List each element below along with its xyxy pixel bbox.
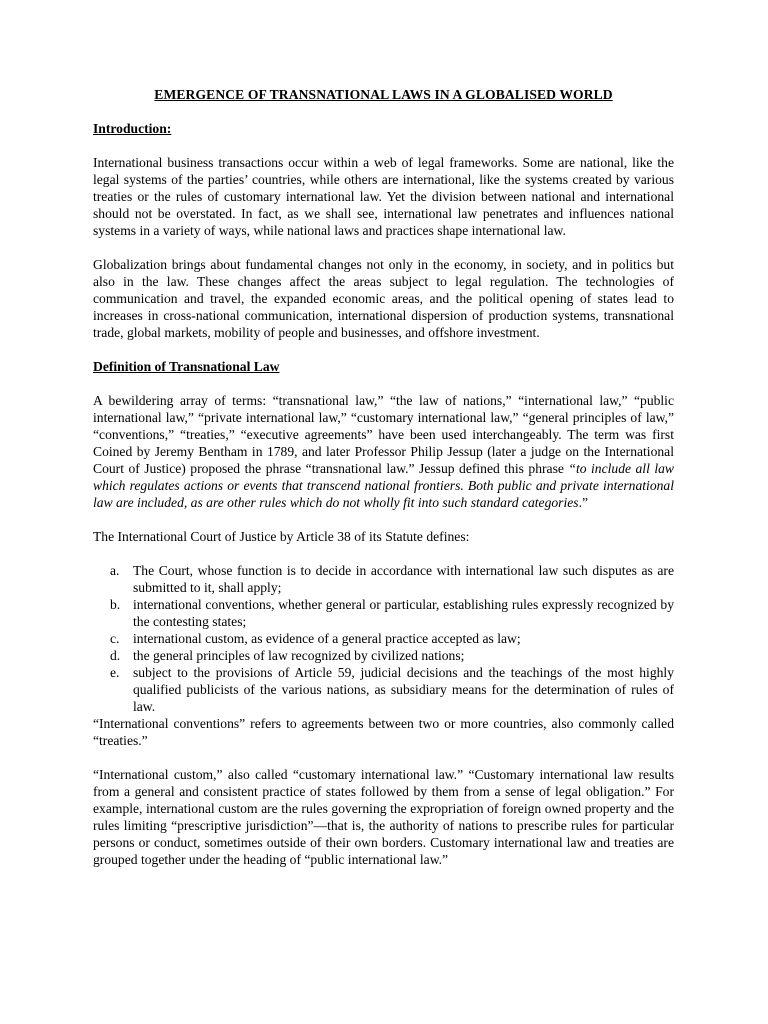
icj-intro-paragraph: The International Court of Justice by Article 38 of its Statute defines:: [93, 529, 470, 544]
list-marker: e.: [110, 665, 120, 680]
definition-closing: .”: [578, 495, 589, 510]
list-item-text: The Court, whose function is to decide in accordance with international law such disputes as are submitted to it, shall apply;: [133, 563, 674, 595]
list-item: [110, 562, 674, 596]
list-marker: a.: [110, 563, 120, 578]
custom-paragraph: “International custom,” also called “customary international law.” “Customary international law results from a general and consistent practice of states followed by them from a sense of legal obligation.” For example, international custom are the rules governing the expropriation of foreign owned property and the rules limiting “prescriptive jurisdiction”—that is, the authority of nations to prescribe rules for particular persons or conduct, sometimes outside of their own borders. Customary international law and treaties are grouped together under the heading of “public international law.”: [93, 767, 674, 867]
list-item: [110, 647, 674, 664]
list-item: [110, 664, 674, 715]
intro-paragraph-1: International business transactions occur within a web of legal frameworks. Some are national, like the legal systems of the parties’ countries, while others are international, like the systems created by various treaties or the rules of customary international law. Yet the division between national and international should not be overstated. In fact, as we shall see, international law penetrates and influences national systems in a variety of ways, while national laws and practices shape international law.: [93, 155, 674, 238]
list-item-text: the general principles of law recognized by civilized nations;: [133, 648, 465, 663]
list-item: [110, 630, 674, 647]
document-title: EMERGENCE OF TRANSNATIONAL LAWS IN A GLOBALISED WORLD: [154, 87, 613, 102]
list-marker: b.: [110, 597, 121, 612]
article-38-list: [93, 562, 674, 715]
conventions-paragraph: “International conventions” refers to agreements between two or more countries, also commonly called “treaties.”: [93, 716, 674, 748]
introduction-heading: Introduction:: [93, 121, 172, 136]
definition-paragraph: [93, 392, 674, 511]
definition-heading: Definition of Transnational Law: [93, 359, 280, 374]
intro-paragraph-2: Globalization brings about fundamental changes not only in the economy, in society, and in politics but also in the law. These changes affect the areas subject to legal regulation. The technologies of communication and travel, the expanded economic areas, and the political opening of states lead to increases in cross-national communication, international dispersion of production systems, transnational trade, global markets, mobility of people and businesses, and offshore investment.: [93, 257, 674, 340]
list-item-text: international conventions, whether general or particular, establishing rules expressly recognized by the contesting states;: [133, 597, 674, 629]
document-page: [93, 86, 674, 868]
list-item-text: international custom, as evidence of a general practice accepted as law;: [133, 631, 521, 646]
list-marker: c.: [110, 631, 120, 646]
list-item: [110, 596, 674, 630]
list-item-text: subject to the provisions of Article 59, judicial decisions and the teachings of the most highly qualified publicists of the various nations, as subsidiary means for the determination of rules of law.: [133, 665, 674, 714]
jessup-quote: “to include all law which regulates actions or events that transcend national frontiers. Both public and private international law are included, as are other rules which do not wholly fit into such standard categories: [93, 461, 674, 510]
list-marker: d.: [110, 648, 121, 663]
definition-text: A bewildering array of terms: “transnational law,” “the law of nations,” “international law,” “public international law,” “private international law,” “customary international law,” “general principles of law,” “conventions,” “treaties,” “executive agreements” have been used interchangeably. The term was first Coined by Jeremy Bentham in 1789, and later Professor Philip Jessup (later a judge on the International Court of Justice) proposed the phrase “transnational law.” Jessup defined this phrase: [93, 393, 674, 476]
